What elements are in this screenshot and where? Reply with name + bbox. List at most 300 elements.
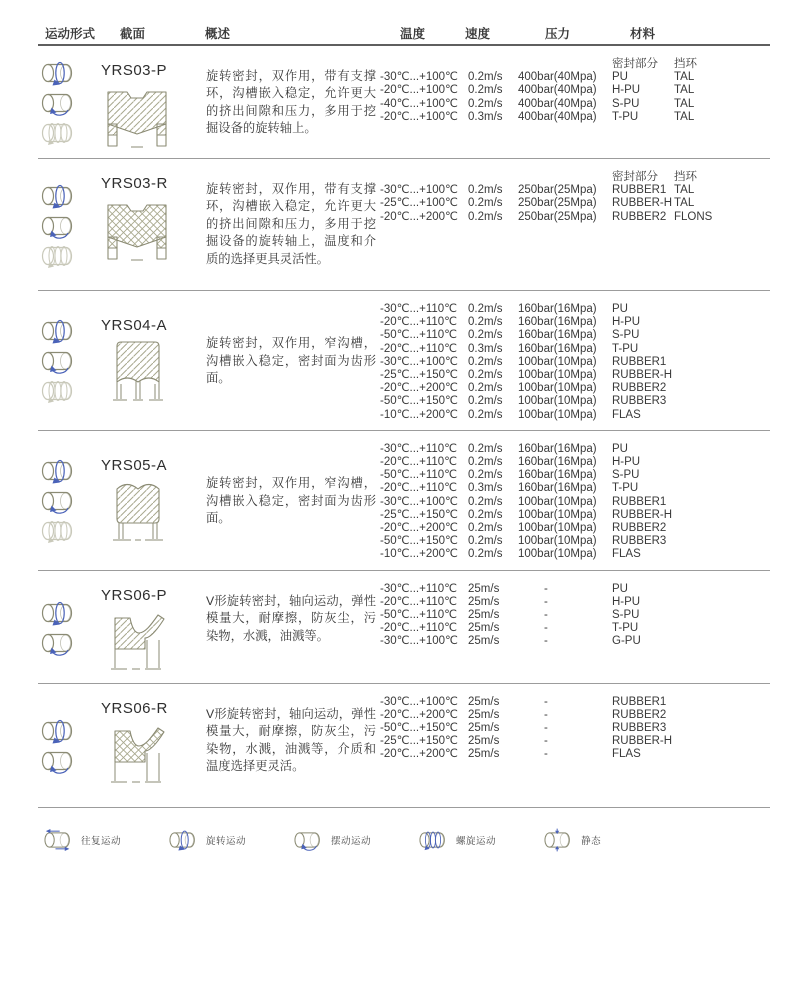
spec-row — [380, 482, 770, 495]
section-column — [101, 317, 206, 405]
speed-value: 0.2m/s — [468, 522, 503, 535]
temperature-value: -30℃...+100℃ — [380, 695, 458, 708]
backup-ring-value — [674, 609, 770, 622]
material-value: T-PU — [612, 482, 639, 495]
oscillating-motion-icon — [39, 347, 101, 375]
backup-ring-value — [674, 635, 770, 648]
speed-value: 25m/s — [468, 609, 500, 622]
speed-value: 0.2m/s — [468, 329, 503, 342]
temperature-value: -20℃...+100℃ — [380, 110, 458, 123]
backup-ring-value — [674, 456, 770, 469]
legend-item-oscillating — [292, 828, 371, 852]
col-header-temperature: 温度 — [400, 27, 426, 41]
product-description: 旋转密封，双作用，带有支撑环，沟槽嵌入稳定，允许更大的挤出间隙和压力，多用于挖掘设备的旋转轴上。 — [206, 69, 376, 136]
speed-value: 0.2m/s — [468, 197, 503, 210]
spec-table — [380, 301, 770, 422]
oscillating-motion-icon — [39, 747, 101, 775]
backup-ring-value — [674, 709, 770, 722]
temperature-value: -50℃...+110℃ — [380, 609, 458, 622]
speed-value: 0.2m/s — [468, 495, 503, 508]
pressure-value: 160bar(16Mpa) — [518, 342, 597, 355]
material-value: PU — [612, 582, 628, 595]
material-subheader — [380, 171, 770, 184]
product-rows — [38, 46, 770, 808]
temperature-value: -30℃...+110℃ — [380, 303, 458, 315]
material-value: RUBBER1 — [612, 695, 667, 708]
spec-table — [380, 581, 770, 675]
table-header — [38, 14, 770, 46]
temperature-value: -30℃...+110℃ — [380, 442, 458, 455]
pressure-value: 160bar(16Mpa) — [518, 303, 597, 315]
spec-row — [380, 596, 770, 609]
rotary-motion-icon — [39, 457, 101, 485]
spec-row — [380, 197, 770, 210]
cross-section-drawing — [101, 607, 206, 675]
pressure-value: 100bar(10Mpa) — [518, 382, 597, 395]
spiral-icon — [417, 828, 449, 852]
pressure-value: 400bar(40Mpa) — [518, 84, 597, 97]
col-header-cross-section: 截面 — [120, 27, 146, 41]
speed-value: 0.2m/s — [468, 395, 503, 408]
speed-value: 0.2m/s — [468, 442, 503, 455]
pressure-value: 100bar(10Mpa) — [518, 535, 597, 548]
spec-row — [380, 583, 770, 596]
backup-ring-value — [674, 382, 770, 395]
speed-value: 0.2m/s — [468, 84, 503, 97]
section-column — [101, 56, 206, 150]
backup-ring-value — [674, 482, 770, 495]
spec-row — [380, 696, 770, 709]
oscillating-motion-icon — [39, 629, 101, 657]
pressure-value: 250bar(25Mpa) — [518, 184, 597, 197]
spec-row — [380, 622, 770, 635]
pressure-value: 160bar(16Mpa) — [518, 482, 597, 495]
speed-value: 25m/s — [468, 595, 500, 608]
pressure-value: 100bar(10Mpa) — [518, 395, 597, 408]
spec-row — [380, 735, 770, 748]
pressure-value: 100bar(10Mpa) — [518, 408, 597, 421]
motion-type-icons — [38, 457, 101, 545]
backup-ring-value — [674, 748, 770, 761]
speed-value: 0.2m/s — [468, 469, 503, 482]
material-value: PU — [612, 71, 628, 84]
backup-ring-value — [674, 522, 770, 535]
legend-label: 往复运动 — [81, 835, 122, 847]
pressure-value: - — [544, 735, 548, 748]
spiral-motion-icon — [39, 517, 101, 545]
spacer — [468, 171, 518, 184]
product-row-yrs06-r — [38, 684, 770, 808]
material-value: T-PU — [612, 110, 639, 123]
backup-ring-value — [674, 548, 770, 561]
speed-value: 25m/s — [468, 635, 500, 648]
pressure-value: - — [544, 635, 548, 648]
material-value: S-PU — [612, 609, 640, 622]
backup-ring-value — [674, 369, 770, 382]
speed-value: 0.2m/s — [468, 316, 503, 329]
material-value: RUBBER1 — [612, 355, 667, 368]
spec-row — [380, 548, 770, 561]
material-value: H-PU — [612, 316, 641, 329]
temperature-value: -30℃...+100℃ — [380, 355, 458, 368]
product-title: YRS04-A — [101, 317, 168, 335]
product-description: 旋转密封，双作用，带有支撑环，沟槽嵌入稳定，允许更大的挤出间隙和压力，多用于挖掘设备的旋转轴上，温度和介质的选择更具灵活性。 — [206, 182, 376, 266]
product-row-yrs03-r — [38, 159, 770, 291]
material-value: RUBBER3 — [612, 395, 667, 408]
motion-type-icons — [38, 59, 101, 147]
temperature-value: -25℃...+150℃ — [380, 735, 458, 748]
speed-value: 25m/s — [468, 708, 500, 721]
spec-row — [380, 722, 770, 735]
material-value: S-PU — [612, 97, 640, 110]
speed-value: 0.3m/s — [468, 342, 503, 355]
material-value: RUBBER1 — [612, 495, 667, 508]
legend-item-reciprocating — [42, 828, 121, 852]
spiral-motion-icon — [39, 377, 101, 405]
temperature-value: -20℃...+110℃ — [380, 456, 458, 469]
speed-value: 25m/s — [468, 722, 500, 735]
pressure-value: - — [544, 622, 548, 635]
legend-item-rotary — [167, 828, 246, 852]
spec-row — [380, 409, 770, 422]
pressure-value: 160bar(16Mpa) — [518, 469, 597, 482]
motion-type-icons — [38, 599, 101, 657]
material-subheader — [380, 58, 770, 71]
backup-ring-value — [674, 409, 770, 422]
spec-row — [380, 111, 770, 124]
speed-value: 0.2m/s — [468, 508, 503, 521]
seal-part-header: 密封部分 — [612, 58, 658, 70]
spacer — [468, 58, 518, 71]
backup-ring-value — [674, 329, 770, 342]
material-value: RUBBER2 — [612, 382, 667, 395]
speed-value: 0.2m/s — [468, 355, 503, 368]
legend-label: 螺旋运动 — [456, 835, 497, 847]
backup-ring-value: TAL — [674, 84, 695, 97]
spec-row — [380, 343, 770, 356]
section-column — [101, 581, 206, 675]
spec-row — [380, 184, 770, 197]
material-value: RUBBER2 — [612, 522, 667, 535]
material-value: RUBBER3 — [612, 535, 667, 548]
temperature-value: -20℃...+200℃ — [380, 382, 458, 395]
spec-table — [380, 694, 770, 799]
spec-row — [380, 469, 770, 482]
pressure-value: 160bar(16Mpa) — [518, 456, 597, 469]
spacer — [518, 171, 612, 184]
backup-ring-value: TAL — [674, 110, 695, 123]
temperature-value: -50℃...+110℃ — [380, 329, 458, 342]
pressure-value: 100bar(10Mpa) — [518, 495, 597, 508]
material-value: PU — [612, 442, 628, 455]
legend-item-static — [542, 828, 601, 852]
pressure-value: 250bar(25Mpa) — [518, 197, 597, 210]
material-value: RUBBER2 — [612, 210, 667, 223]
motion-type-icons — [38, 317, 101, 405]
material-value: FLAS — [612, 548, 641, 561]
temperature-value: -30℃...+100℃ — [380, 635, 458, 648]
material-value: G-PU — [612, 635, 641, 648]
temperature-value: -20℃...+100℃ — [380, 84, 458, 97]
spec-row — [380, 443, 770, 456]
material-value: T-PU — [612, 342, 639, 355]
legend-label: 静态 — [581, 835, 602, 847]
pressure-value: - — [544, 748, 548, 761]
temperature-value: -25℃...+150℃ — [380, 369, 458, 382]
backup-ring-header: 挡环 — [674, 171, 697, 183]
spec-row — [380, 456, 770, 469]
motion-type-icons — [38, 717, 101, 775]
material-value: FLAS — [612, 408, 641, 421]
material-value: H-PU — [612, 595, 641, 608]
speed-value: 0.2m/s — [468, 535, 503, 548]
col-header-motion-type: 运动形式 — [45, 27, 96, 41]
backup-ring-value — [674, 535, 770, 548]
backup-ring-value — [674, 622, 770, 635]
spec-table — [380, 56, 770, 150]
speed-value: 25m/s — [468, 735, 500, 748]
temperature-value: -50℃...+110℃ — [380, 469, 458, 482]
backup-ring-value — [674, 356, 770, 369]
spacer — [380, 58, 468, 71]
temperature-value: -50℃...+150℃ — [380, 722, 458, 735]
temperature-value: -25℃...+100℃ — [380, 197, 458, 210]
temperature-value: -10℃...+200℃ — [380, 408, 458, 421]
product-description: 旋转密封，双作用，窄沟槽，沟槽嵌入稳定，密封面为齿形面。 — [206, 336, 376, 386]
material-value: RUBBER3 — [612, 722, 667, 735]
speed-value: 25m/s — [468, 622, 500, 635]
spec-row — [380, 303, 770, 316]
speed-value: 0.2m/s — [468, 303, 503, 315]
backup-ring-value — [674, 696, 770, 709]
speed-value: 0.3m/s — [468, 482, 503, 495]
cross-section-drawing — [101, 720, 206, 788]
spec-row — [380, 748, 770, 761]
temperature-value: -20℃...+110℃ — [380, 342, 458, 355]
spec-row — [380, 369, 770, 382]
pressure-value: - — [544, 708, 548, 721]
spacer — [380, 171, 468, 184]
pressure-value: - — [544, 695, 548, 708]
spec-row — [380, 329, 770, 342]
material-value: RUBBER1 — [612, 184, 667, 197]
speed-value: 0.3m/s — [468, 110, 503, 123]
backup-ring-value — [674, 316, 770, 329]
temperature-value: -20℃...+200℃ — [380, 522, 458, 535]
spiral-motion-icon — [39, 242, 101, 270]
rotary-motion-icon — [39, 717, 101, 745]
rotary-icon — [167, 828, 199, 852]
speed-value: 25m/s — [468, 748, 500, 761]
rotary-motion-icon — [39, 599, 101, 627]
pressure-value: 400bar(40Mpa) — [518, 110, 597, 123]
spec-table — [380, 441, 770, 562]
product-row-yrs04-a — [38, 291, 770, 431]
backup-ring-value: TAL — [674, 97, 695, 110]
pressure-value: 400bar(40Mpa) — [518, 97, 597, 110]
rotary-motion-icon — [39, 59, 101, 87]
speed-value: 0.2m/s — [468, 408, 503, 421]
pressure-value: 400bar(40Mpa) — [518, 71, 597, 84]
pressure-value: 250bar(25Mpa) — [518, 210, 597, 223]
backup-ring-value — [674, 469, 770, 482]
speed-value: 25m/s — [468, 695, 500, 708]
pressure-value: 160bar(16Mpa) — [518, 316, 597, 329]
rotary-motion-icon — [39, 317, 101, 345]
spec-row — [380, 635, 770, 648]
product-description: V形旋转密封，轴向运动，弹性模量大，耐摩擦，防灰尘，污染物，水溅，油溅等，介质和温度选择更灵活。 — [206, 706, 376, 774]
backup-ring-value — [674, 735, 770, 748]
section-column — [101, 169, 206, 282]
static-icon — [542, 828, 574, 852]
backup-ring-value: FLONS — [674, 210, 713, 223]
spec-row — [380, 509, 770, 522]
backup-ring-value — [674, 343, 770, 356]
temperature-value: -20℃...+110℃ — [380, 595, 458, 608]
pressure-value: 100bar(10Mpa) — [518, 355, 597, 368]
spiral-motion-icon — [39, 119, 101, 147]
backup-ring-value — [674, 722, 770, 735]
temperature-value: -30℃...+100℃ — [380, 71, 458, 84]
spec-row — [380, 709, 770, 722]
spec-row — [380, 535, 770, 548]
pressure-value: 100bar(10Mpa) — [518, 548, 597, 561]
oscillating-motion-icon — [39, 89, 101, 117]
spec-row — [380, 356, 770, 369]
material-value: H-PU — [612, 84, 641, 97]
speed-value: 0.2m/s — [468, 548, 503, 561]
speed-value: 0.2m/s — [468, 369, 503, 382]
spacer — [518, 58, 612, 71]
spec-table — [380, 169, 770, 282]
oscillating-icon — [292, 828, 324, 852]
spec-row — [380, 382, 770, 395]
material-value: FLAS — [612, 748, 641, 761]
spec-row — [380, 84, 770, 97]
cross-section-drawing — [101, 477, 206, 545]
backup-ring-value — [674, 496, 770, 509]
spec-row — [380, 71, 770, 84]
legend-label: 旋转运动 — [206, 835, 247, 847]
spec-row — [380, 496, 770, 509]
backup-ring-value — [674, 509, 770, 522]
speed-value: 0.2m/s — [468, 210, 503, 223]
temperature-value: -10℃...+200℃ — [380, 548, 458, 561]
material-value: S-PU — [612, 469, 640, 482]
product-title: YRS06-R — [101, 699, 168, 717]
product-title: YRS06-P — [101, 586, 168, 604]
material-value: T-PU — [612, 622, 639, 635]
material-value: RUBBER-H — [612, 508, 673, 521]
oscillating-motion-icon — [39, 212, 101, 240]
table — [38, 14, 770, 852]
motion-type-icons — [38, 182, 101, 270]
legend-label: 摆动运动 — [331, 835, 372, 847]
material-value: S-PU — [612, 329, 640, 342]
speed-value: 25m/s — [468, 582, 500, 595]
temperature-value: -20℃...+110℃ — [380, 316, 458, 329]
pressure-value: 100bar(10Mpa) — [518, 508, 597, 521]
speed-value: 0.2m/s — [468, 184, 503, 197]
cross-section-drawing — [101, 337, 206, 405]
speed-value: 0.2m/s — [468, 382, 503, 395]
motion-legend — [38, 808, 770, 852]
reciprocating-icon — [42, 828, 74, 852]
legend-item-spiral — [417, 828, 496, 852]
temperature-value: -40℃...+100℃ — [380, 97, 458, 110]
col-header-overview: 概述 — [205, 27, 231, 41]
product-title: YRS05-A — [101, 457, 168, 475]
pressure-value: 160bar(16Mpa) — [518, 329, 597, 342]
product-description: 旋转密封，双作用，窄沟槽，沟槽嵌入稳定，密封面为齿形面。 — [206, 476, 376, 525]
pressure-value: - — [544, 722, 548, 735]
backup-ring-value: TAL — [674, 184, 695, 197]
backup-ring-value — [674, 443, 770, 456]
temperature-value: -20℃...+200℃ — [380, 708, 458, 721]
oscillating-motion-icon — [39, 487, 101, 515]
backup-ring-value — [674, 395, 770, 408]
rotary-motion-icon — [39, 182, 101, 210]
temperature-value: -30℃...+100℃ — [380, 184, 458, 197]
speed-value: 0.2m/s — [468, 456, 503, 469]
pressure-value: 160bar(16Mpa) — [518, 442, 597, 455]
cross-section-drawing — [101, 82, 206, 150]
temperature-value: -30℃...+100℃ — [380, 495, 458, 508]
material-value: RUBBER-H — [612, 197, 673, 210]
product-title: YRS03-R — [101, 175, 168, 192]
pressure-value: - — [544, 609, 548, 622]
backup-ring-value — [674, 583, 770, 596]
temperature-value: -20℃...+110℃ — [380, 482, 458, 495]
section-column — [101, 694, 206, 799]
temperature-value: -50℃...+150℃ — [380, 395, 458, 408]
backup-ring-value: TAL — [674, 197, 695, 210]
speed-value: 0.2m/s — [468, 97, 503, 110]
col-header-speed: 速度 — [465, 27, 491, 41]
temperature-value: -50℃...+150℃ — [380, 535, 458, 548]
spec-row — [380, 395, 770, 408]
pressure-value: - — [544, 595, 548, 608]
backup-ring-value — [674, 596, 770, 609]
temperature-value: -20℃...+200℃ — [380, 210, 458, 223]
col-header-pressure: 压力 — [545, 27, 571, 41]
spec-row — [380, 211, 770, 224]
material-value: RUBBER-H — [612, 735, 673, 748]
temperature-value: -25℃...+150℃ — [380, 508, 458, 521]
backup-ring-value — [674, 303, 770, 316]
spec-row — [380, 609, 770, 622]
col-header-material: 材料 — [630, 27, 656, 41]
product-row-yrs05-a — [38, 431, 770, 571]
speed-value: 0.2m/s — [468, 71, 503, 84]
pressure-value: - — [544, 582, 548, 595]
spec-row — [380, 316, 770, 329]
product-row-yrs03-p — [38, 46, 770, 159]
temperature-value: -20℃...+110℃ — [380, 622, 458, 635]
backup-ring-value: TAL — [674, 71, 695, 84]
product-description: V形旋转密封，轴向运动，弹性模量大，耐摩擦，防灰尘，污染物，水溅，油溅等。 — [206, 593, 376, 643]
backup-ring-header: 挡环 — [674, 58, 697, 70]
temperature-value: -30℃...+110℃ — [380, 582, 458, 595]
material-value: H-PU — [612, 456, 641, 469]
spec-row — [380, 522, 770, 535]
section-column — [101, 457, 206, 545]
material-value: PU — [612, 303, 628, 315]
spec-row — [380, 98, 770, 111]
cross-section-drawing — [101, 195, 206, 263]
temperature-value: -20℃...+200℃ — [380, 748, 458, 761]
pressure-value: 100bar(10Mpa) — [518, 369, 597, 382]
